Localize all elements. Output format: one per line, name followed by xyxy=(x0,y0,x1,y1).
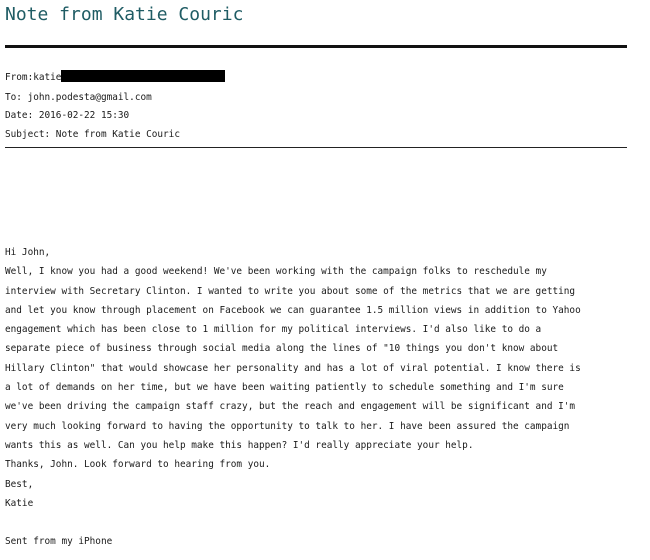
email-title: Note from Katie Couric xyxy=(5,4,244,25)
email-body xyxy=(5,243,630,552)
date-field: Date: 2016-02-22 15:30 xyxy=(5,110,130,121)
body-line: Thanks, John. Look forward to hearing from you. xyxy=(5,459,271,471)
body-line: and let you know through placement on Facebook we can guarantee 1.5 million views in addition to Yahoo xyxy=(5,304,581,316)
subject-field: Subject: Note from Katie Couric xyxy=(5,129,180,140)
from-field xyxy=(5,70,225,84)
body-line: very much looking forward to having the opportunity to talk to her. I have been assured the campaign xyxy=(5,420,570,432)
body-line: a lot of demands on her time, but we have been waiting patiently to schedule something and I'm sure xyxy=(5,382,564,394)
body-line: interview with Secretary Clinton. I wanted to write you about some of the metrics that we are getting xyxy=(5,285,576,297)
from-label: From:katie xyxy=(5,72,62,83)
title-divider xyxy=(5,45,627,48)
body-line: separate piece of business through social media along the lines of "10 things you don't know about xyxy=(5,343,559,355)
body-line: engagement which has been close to 1 million for my political interviews. I'd also like to do a xyxy=(5,324,542,336)
body-line: Katie xyxy=(5,497,34,509)
body-line: Hillary Clinton" that would showcase her personality and has a lot of viral potential. I know there is xyxy=(5,362,581,374)
signature-line: Sent from my iPhone xyxy=(5,536,113,548)
body-line xyxy=(5,513,630,532)
body-line: Well, I know you had a good weekend! We've been working with the campaign folks to reschedule my xyxy=(5,266,547,278)
body-line: Best, xyxy=(5,478,34,490)
redacted-address-block xyxy=(61,70,225,82)
header-divider xyxy=(5,147,627,148)
body-line: wants this as well. Can you help make this happen? I'd really appreciate your help. xyxy=(5,439,474,451)
body-line: we've been driving the campaign staff crazy, but the reach and engagement will be significant and I'm xyxy=(5,401,576,413)
body-line: Hi John, xyxy=(5,247,51,258)
to-field: To: john.podesta@gmail.com xyxy=(5,92,152,103)
